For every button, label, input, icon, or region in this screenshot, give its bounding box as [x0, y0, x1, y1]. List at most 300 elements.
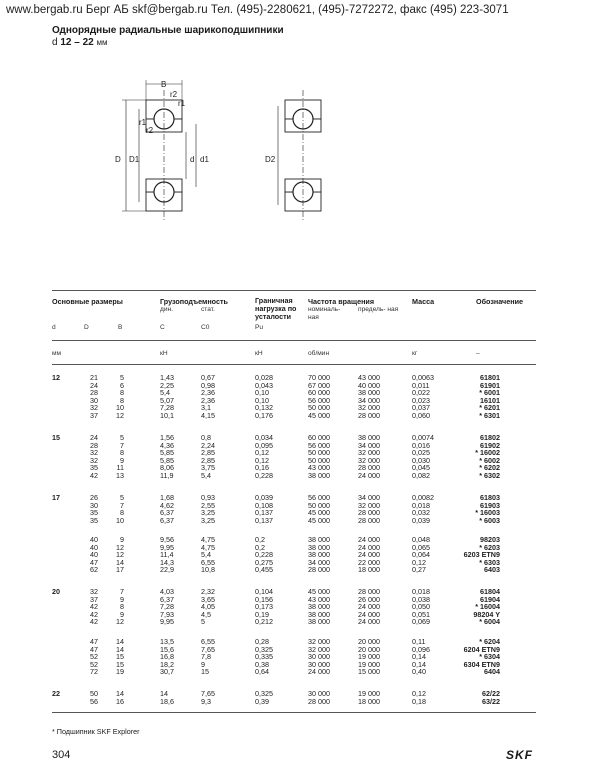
table-cell: 98204 Y	[473, 609, 500, 619]
units-rule	[52, 364, 536, 365]
table-cell: 0,011	[412, 380, 430, 390]
table-cell: 2,85	[201, 448, 215, 458]
table-cell: 1,68	[160, 493, 174, 502]
table-cell: 45 000	[308, 411, 330, 420]
table-cell: 0,051	[412, 609, 430, 619]
table-cell: 0,095	[255, 440, 273, 450]
table-cell: 5	[120, 373, 124, 382]
table-cell: 62	[90, 565, 98, 575]
bore-diameter: 20	[52, 587, 60, 596]
table-cell: 50 000	[308, 500, 330, 510]
table-cell: 14	[160, 689, 168, 698]
table-cell: 0,0082	[412, 493, 434, 502]
size-range-symbol: d	[52, 37, 58, 48]
table-cell: 21	[90, 373, 98, 382]
page-title: Однорядные радиальные шарикоподшипники	[52, 25, 284, 36]
table-cell: 0,104	[255, 587, 273, 596]
table-cell: 1,56	[160, 433, 174, 442]
table-cell: 13,5	[160, 637, 174, 646]
table-cell: 24	[90, 433, 98, 442]
footnote: * Подшипник SKF Explorer	[52, 727, 140, 736]
table-cell: 43 000	[308, 594, 330, 604]
table-cell: 4,15	[201, 411, 215, 420]
table-cell: 28 000	[358, 411, 380, 420]
table-cell: 32	[90, 448, 98, 458]
table-cell: 0,050	[412, 602, 430, 612]
table-cell: 0,0074	[412, 433, 434, 442]
table-cell: 1,43	[160, 373, 174, 382]
table-cell: 11,9	[160, 471, 174, 480]
label-D: D	[115, 155, 121, 164]
table-cell: 7,65	[201, 644, 215, 654]
table-cell: 38 000	[308, 609, 330, 619]
table-cell: * 6001	[479, 388, 500, 398]
table-cell: 12	[116, 617, 124, 627]
table-cell: 28 000	[358, 515, 380, 525]
table-cell: 43 000	[358, 373, 380, 382]
table-cell: 35	[90, 515, 98, 525]
table-cell: 2,24	[201, 440, 215, 450]
table-cell: 16101	[480, 395, 500, 405]
header-fatigue-limit: Граничная нагрузка по усталости	[255, 296, 297, 321]
table-cell: 0,018	[412, 500, 430, 510]
label-d1: d1	[200, 155, 209, 164]
table-cell: 0,325	[255, 689, 273, 698]
table-cell: 0,032	[412, 508, 430, 518]
label-D1: D1	[129, 155, 140, 164]
size-range-values: 12 – 22	[60, 37, 94, 48]
table-cell: 0,27	[412, 565, 426, 575]
table-cell: 61902	[480, 440, 500, 450]
table-cell: 0,93	[201, 493, 215, 502]
table-cell: 6304 ETN9	[463, 659, 500, 669]
table-cell: 24 000	[308, 667, 330, 677]
table-cell: 40	[90, 542, 98, 552]
table-cell: 24	[90, 380, 98, 390]
table-cell: 18 000	[358, 565, 380, 575]
table-cell: 7	[120, 587, 124, 596]
table-cell: 38 000	[358, 388, 380, 398]
table-cell: 24 000	[358, 602, 380, 612]
bore-diameter: 12	[52, 373, 60, 382]
table-cell: * 16003	[475, 508, 500, 518]
table-cell: 18,2	[160, 659, 174, 669]
table-cell: 40 000	[358, 380, 380, 390]
table-cell: * 16002	[475, 448, 500, 458]
table-cell: 0,082	[412, 471, 430, 480]
table-cell: 8	[120, 395, 124, 405]
table-cell: * 6003	[479, 515, 500, 525]
table-cell: 11,4	[160, 550, 174, 560]
table-cell: 0,18	[412, 696, 426, 706]
bearing-drawings	[0, 0, 589, 290]
table-cell: 5,07	[160, 395, 174, 405]
table-cell: 50	[90, 689, 98, 698]
label-r1-top: r1	[178, 99, 186, 108]
header-designation: Обозначение	[476, 297, 523, 306]
table-cell: 0,14	[412, 652, 426, 662]
table-cell: 2,85	[201, 455, 215, 465]
table-cell: 0,2	[255, 535, 265, 544]
table-cell: 0,028	[255, 373, 273, 382]
table-cell: 3,25	[201, 508, 215, 518]
table-cell: 26	[90, 493, 98, 502]
header-dimensions: Основные размеры	[52, 297, 123, 306]
table-cell: 7,65	[201, 689, 215, 698]
table-cell: 32 000	[358, 500, 380, 510]
table-cell: * 6302	[479, 471, 500, 480]
table-cell: 56 000	[308, 395, 330, 405]
bore-diameter: 22	[52, 689, 60, 698]
size-range-unit: мм	[96, 38, 108, 47]
table-cell: 20 000	[358, 637, 380, 646]
table-cell: * 6301	[479, 411, 500, 420]
table-cell: 0,28	[255, 637, 269, 646]
table-cell: 32 000	[308, 637, 330, 646]
table-cell: 47	[90, 644, 98, 654]
table-cell: 14	[116, 644, 124, 654]
table-cell: 0,064	[412, 550, 430, 560]
unit-kn-limit: кН	[255, 350, 263, 357]
table-cell: 0,16	[255, 463, 269, 473]
table-cell: 0,10	[255, 388, 269, 398]
table-cell: 5	[120, 433, 124, 442]
table-cell: 42	[90, 471, 98, 480]
header-dyn: дин.	[160, 306, 174, 313]
table-cell: 56	[90, 696, 98, 706]
table-cell: 0,12	[255, 455, 269, 465]
table-cell: 0,8	[201, 433, 211, 442]
table-cell: 0,12	[255, 448, 269, 458]
header-speed: Частота вращения	[308, 297, 375, 306]
table-cell: 9,56	[160, 535, 174, 544]
table-cell: 30 000	[308, 659, 330, 669]
table-cell: 0,037	[412, 403, 430, 413]
table-cell: 8	[120, 448, 124, 458]
header-stat: стат.	[201, 306, 215, 313]
table-cell: 0,137	[255, 515, 273, 525]
table-cell: 7,28	[160, 602, 174, 612]
table-cell: 61802	[480, 433, 500, 442]
label-d: d	[190, 155, 195, 164]
table-cell: 0,10	[255, 395, 269, 405]
table-cell: * 6304	[479, 652, 500, 662]
table-cell: 32 000	[358, 455, 380, 465]
table-cell: 14,3	[160, 557, 174, 567]
table-cell: 0,455	[255, 565, 273, 575]
table-cell: 0,38	[255, 659, 269, 669]
table-cell: 2,36	[201, 388, 215, 398]
table-cell: 18,6	[160, 696, 174, 706]
table-cell: 15 000	[358, 667, 380, 677]
table-cell: 0,048	[412, 535, 430, 544]
table-cell: 38 000	[308, 535, 330, 544]
table-cell: 7	[120, 440, 124, 450]
table-cell: 2,25	[160, 380, 174, 390]
table-cell: 15,6	[160, 644, 174, 654]
table-cell: 16	[116, 696, 124, 706]
table-cell: 0,0063	[412, 373, 434, 382]
table-cell: 10	[116, 515, 124, 525]
table-cell: 0,018	[412, 587, 430, 596]
table-cell: 60 000	[308, 388, 330, 398]
table-cell: 0,132	[255, 403, 273, 413]
table-cell: 4,05	[201, 602, 215, 612]
table-cell: 0,12	[412, 557, 426, 567]
table-cell: 6204 ETN9	[463, 644, 500, 654]
table-bottom-rule	[52, 712, 536, 713]
table-cell: 38 000	[308, 542, 330, 552]
table-cell: 3,25	[201, 515, 215, 525]
table-cell: 38 000	[308, 617, 330, 627]
table-cell: 56 000	[308, 493, 330, 502]
bearing-section-right	[278, 90, 321, 222]
label-r1-left: r1	[139, 118, 147, 127]
table-cell: 8,06	[160, 463, 174, 473]
table-cell: 10	[116, 403, 124, 413]
table-cell: * 6004	[479, 617, 500, 627]
table-cell: 17	[116, 565, 124, 575]
table-cell: 0,039	[255, 493, 273, 502]
table-cell: 42	[90, 609, 98, 619]
header-B: B	[118, 324, 123, 331]
table-cell: 15	[116, 659, 124, 669]
table-cell: 8	[120, 388, 124, 398]
table-cell: 0,173	[255, 602, 273, 612]
table-cell: 6203 ETN9	[463, 550, 500, 560]
unit-mm: мм	[52, 350, 62, 357]
table-cell: 5,4	[160, 388, 170, 398]
table-cell: 26 000	[358, 594, 380, 604]
table-cell: 28 000	[358, 508, 380, 518]
table-cell: 0,11	[412, 637, 426, 646]
table-cell: 61801	[480, 373, 500, 382]
table-cell: 0,065	[412, 542, 430, 552]
table-cell: 8	[120, 602, 124, 612]
table-cell: 0,39	[255, 696, 269, 706]
table-cell: 0,64	[255, 667, 269, 677]
table-cell: 32 000	[358, 403, 380, 413]
table-cell: 32	[90, 403, 98, 413]
table-cell: 0,022	[412, 388, 430, 398]
table-cell: 61901	[480, 380, 500, 390]
unit-kn-load: кН	[160, 350, 168, 357]
table-cell: 7,8	[201, 652, 211, 662]
table-cell: 22 000	[358, 557, 380, 567]
table-cell: 30,7	[160, 667, 174, 677]
table-cell: 14	[116, 557, 124, 567]
table-cell: 24 000	[358, 471, 380, 480]
table-cell: 34 000	[358, 493, 380, 502]
header-mass: Масса	[412, 297, 435, 306]
table-cell: 42	[90, 602, 98, 612]
table-cell: 6,37	[160, 515, 174, 525]
table-cell: 14	[116, 637, 124, 646]
contact-header: www.bergab.ru Берг АБ skf@bergab.ru Тел. (495)-2280621, (495)-7272272, факс (495) 223-3071	[6, 4, 509, 16]
table-cell: 0,228	[255, 471, 273, 480]
table-cell: 24 000	[358, 535, 380, 544]
table-cell: 47	[90, 637, 98, 646]
table-cell: 0,275	[255, 557, 273, 567]
table-cell: 6,55	[201, 637, 215, 646]
table-cell: 5,4	[201, 471, 211, 480]
table-cell: 0,19	[255, 609, 269, 619]
table-cell: 24 000	[358, 550, 380, 560]
table-cell: 0,14	[412, 659, 426, 669]
table-cell: 2,36	[201, 395, 215, 405]
table-cell: 9	[120, 594, 124, 604]
table-cell: 0,335	[255, 652, 273, 662]
table-cell: 5,85	[160, 448, 174, 458]
table-cell: 98203	[480, 535, 500, 544]
header-d: d	[52, 324, 56, 331]
table-cell: 19 000	[358, 689, 380, 698]
label-r2-top: r2	[170, 90, 178, 99]
table-cell: 3,1	[201, 403, 211, 413]
table-cell: 38 000	[308, 602, 330, 612]
table-cell: 15	[201, 667, 209, 677]
table-cell: 45 000	[308, 515, 330, 525]
table-cell: 45 000	[308, 508, 330, 518]
table-cell: 4,62	[160, 500, 174, 510]
table-cell: 0,156	[255, 594, 273, 604]
label-r2-left: r2	[146, 126, 154, 135]
table-cell: 63/22	[482, 696, 500, 706]
table-cell: 0,045	[412, 463, 430, 473]
table-cell: 45 000	[308, 587, 330, 596]
table-cell: 28 000	[308, 696, 330, 706]
table-cell: 0,137	[255, 508, 273, 518]
table-cell: 12	[116, 411, 124, 420]
table-cell: 38 000	[358, 433, 380, 442]
table-cell: 9,3	[201, 696, 211, 706]
table-cell: 6,37	[160, 594, 174, 604]
table-cell: 0,030	[412, 455, 430, 465]
header-rule	[52, 340, 536, 341]
table-cell: 5,4	[201, 550, 211, 560]
table-cell: * 6204	[479, 637, 500, 646]
table-cell: 6404	[484, 667, 500, 677]
table-cell: 4,03	[160, 587, 174, 596]
table-cell: * 6303	[479, 557, 500, 567]
table-cell: 7	[120, 500, 124, 510]
unit-kg: кг	[412, 350, 418, 357]
table-cell: 35	[90, 508, 98, 518]
table-cell: * 16004	[475, 602, 500, 612]
table-cell: 70 000	[308, 373, 330, 382]
table-top-rule	[52, 290, 536, 291]
table-cell: 12	[116, 550, 124, 560]
table-cell: 6,55	[201, 557, 215, 567]
header-C0: C0	[201, 324, 210, 331]
label-D2: D2	[265, 155, 276, 164]
table-cell: 42	[90, 617, 98, 627]
label-B: B	[161, 80, 167, 89]
header-limiting: предель- ная	[358, 306, 399, 313]
table-cell: 30	[90, 500, 98, 510]
table-cell: 30 000	[308, 652, 330, 662]
table-cell: 4,75	[201, 542, 215, 552]
table-cell: 34 000	[358, 440, 380, 450]
header-Pu: Pu	[255, 324, 264, 331]
table-cell: 52	[90, 652, 98, 662]
table-cell: 32	[90, 455, 98, 465]
table-cell: 28	[90, 440, 98, 450]
table-cell: 28 000	[358, 587, 380, 596]
table-cell: 3,65	[201, 594, 215, 604]
table-cell: 24 000	[358, 542, 380, 552]
table-cell: 9	[120, 609, 124, 619]
table-cell: 9	[120, 535, 124, 544]
table-cell: 3,75	[201, 463, 215, 473]
header-D: D	[84, 324, 89, 331]
table-cell: 52	[90, 659, 98, 669]
table-cell: * 6203	[479, 542, 500, 552]
brand-logo: SKF	[506, 748, 533, 762]
table-cell: 19 000	[358, 659, 380, 669]
table-cell: 61904	[480, 594, 500, 604]
table-cell: 9,95	[160, 617, 174, 627]
table-cell: 43 000	[308, 463, 330, 473]
table-cell: 19	[116, 667, 124, 677]
table-cell: 0,034	[255, 433, 273, 442]
table-cell: * 6201	[479, 403, 500, 413]
table-cell: 38 000	[308, 471, 330, 480]
table-cell: 30 000	[308, 689, 330, 698]
table-cell: 2,32	[201, 587, 215, 596]
table-cell: 16,8	[160, 652, 174, 662]
bore-diameter: 17	[52, 493, 60, 502]
table-cell: 15	[116, 652, 124, 662]
table-cell: 35	[90, 463, 98, 473]
table-cell: 10,1	[160, 411, 174, 420]
table-cell: 32	[90, 587, 98, 596]
table-cell: 0,016	[412, 440, 430, 450]
table-cell: 32 000	[308, 644, 330, 654]
table-cell: 37	[90, 411, 98, 420]
table-cell: 6403	[484, 565, 500, 575]
table-cell: 37	[90, 594, 98, 604]
table-cell: 0,2	[255, 542, 265, 552]
table-cell: 0,228	[255, 550, 273, 560]
table-cell: 4,75	[201, 535, 215, 544]
table-cell: 28 000	[308, 565, 330, 575]
table-cell: 10,8	[201, 565, 215, 575]
bore-diameter: 15	[52, 433, 60, 442]
table-cell: * 6202	[479, 463, 500, 473]
table-cell: 13	[116, 471, 124, 480]
table-cell: 14	[116, 689, 124, 698]
table-cell: 0,096	[412, 644, 430, 654]
table-cell: 0,176	[255, 411, 273, 420]
table-cell: 28 000	[358, 463, 380, 473]
table-cell: 34 000	[358, 395, 380, 405]
table-cell: 38 000	[308, 550, 330, 560]
page-number: 304	[52, 749, 71, 761]
table-cell: 4,5	[201, 609, 211, 619]
table-cell: 0,069	[412, 617, 430, 627]
table-cell: 40	[90, 535, 98, 544]
table-cell: 9	[120, 455, 124, 465]
table-cell: 22,9	[160, 565, 174, 575]
table-cell: 20 000	[358, 644, 380, 654]
table-cell: 61804	[480, 587, 500, 596]
table-cell: 60 000	[308, 433, 330, 442]
table-cell: 5	[201, 617, 205, 627]
table-cell: 50 000	[308, 455, 330, 465]
table-cell: 0,40	[412, 667, 426, 677]
table-cell: 67 000	[308, 380, 330, 390]
